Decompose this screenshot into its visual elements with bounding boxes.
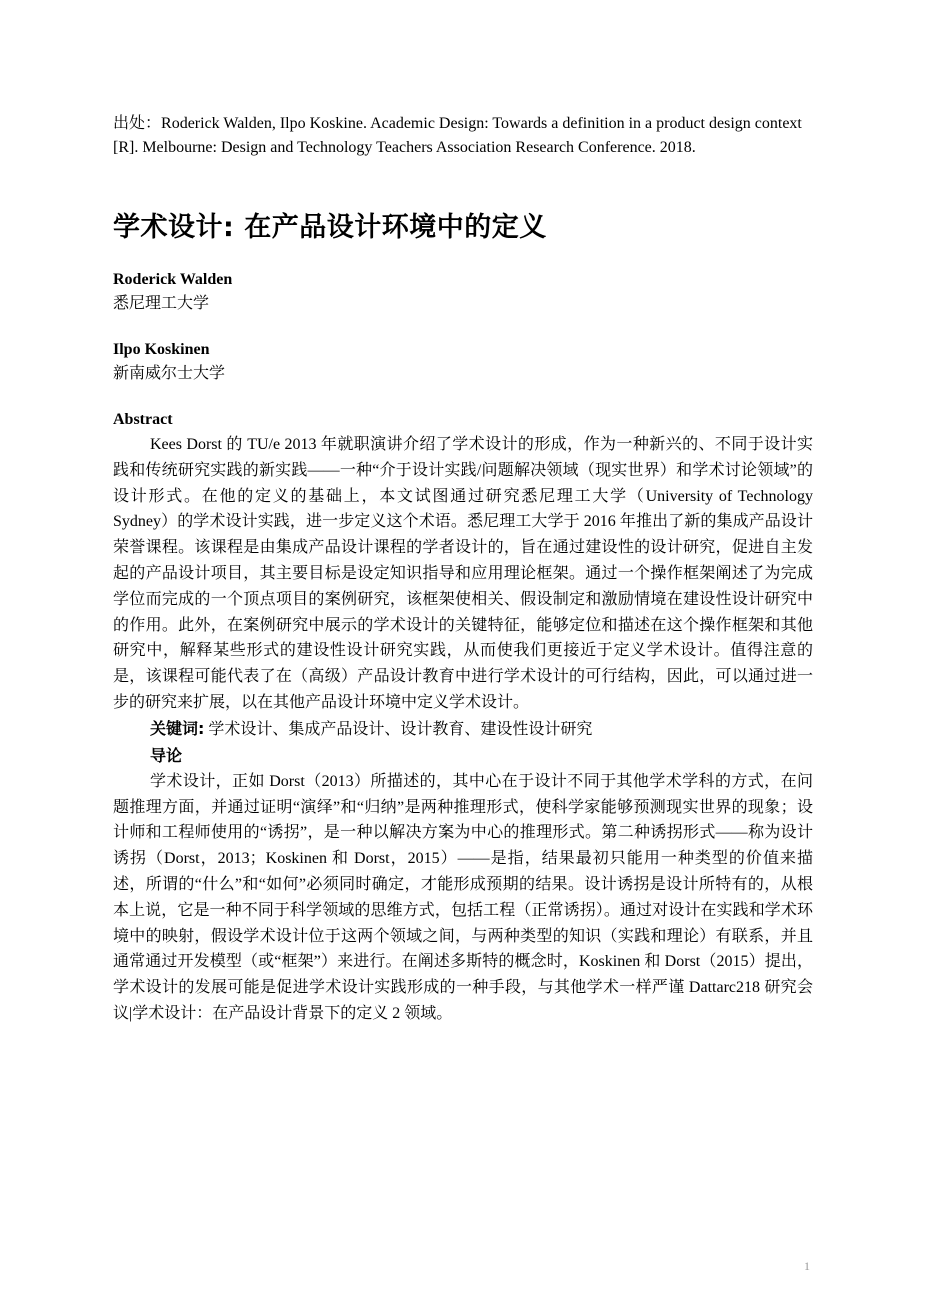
author-name: Ilpo Koskinen [113,341,210,358]
keywords-line [113,716,813,743]
paper-title: 学术设计: 在产品设计环境中的定义 [113,212,547,243]
page-number: 1 [804,1259,810,1273]
abstract-heading: Abstract [113,411,173,428]
author-name: Roderick Walden [113,271,233,288]
author-block [113,268,813,316]
author-affiliation: 悉尼理工大学 [113,295,210,312]
keywords-label: 关键词: [150,718,205,738]
author-block [113,338,813,386]
source-text: Roderick Walden, Ilpo Koskine. Academic Design: Towards a definition in a product design context [R]. Melbourne: Design and Technology Teachers Association Research Conference. 2018. [113,115,802,156]
source-label: 出处： [113,115,162,132]
paper-page [113,112,813,1027]
author-affiliation: 新南威尔士大学 [113,365,226,382]
abstract-text: Kees Dorst 的 TU/e 2013 年就职演讲介绍了学术设计的形成，作为一种新兴的、不同于设计实践和传统研究实践的新实践——一种“介于设计实践/问题解决领域（现实世界）和学术讨论领域”的设计形式。在他的定义的基础上，本文试图通过研究悉尼理工大学（University of Technology Sydney）的学术设计实践，进一步定义这个术语。悉尼理工大学于 2016 年推出了新的集成产品设计荣誉课程。该课程是由集成产品设计课程的学者设计的，旨在通过建设性的设计研究，促进自主发起的产品设计项目，其主要目标是设定知识指导和应用理论框架。通过一个操作框架阐述了为完成学位而完成的一个顶点项目的案例研究，该框架使相关、假设制定和激励情境在建设性设计研究中的作用。此外，在案例研究中展示的学术设计的关键特征，能够定位和描述在这个操作框架和其他研究中，解释某些形式的建设性设计研究实践，从而使我们更接近于定义学术设计。值得注意的是，该课程可能代表了在（高级）产品设计教育中进行学术设计的可行结构，因此，可以通过进一步的研究来扩展，以在其他产品设计环境中定义学术设计。 [113,436,813,711]
introduction-text: 学术设计，正如 Dorst（2013）所描述的，其中心在于设计不同于其他学术学科的方式，在问题推理方面，并通过证明“演绎”和“归纳”是两种推理形式，使科学家能够预测现实世界的现象；设计师和工程师使用的“诱拐”，是一种以解决方案为中心的推理形式。第二种诱拐形式——称为设计诱拐（Dorst，2013；Koskinen 和 Dorst，2015）——是指，结果最初只能用一种类型的价值来描述，所谓的“什么”和“如何”必须同时确定，才能形成预期的结果。设计诱拐是设计所特有的，从根本上说，它是一种不同于科学领域的思维方式，包括工程（正常诱拐）。通过对设计在实践和学术环境中的映射，假设学术设计位于这两个领域之间，与两种类型的知识（实践和理论）有联系，并且通常通过开发模型（或“框架”）来进行。在阐述多斯特的概念时，Koskinen 和 Dorst（2015）提出，学术设计的发展可能是促进学术设计实践形成的一种手段，与其他学术一样严谨 Dattarc218 研究会议|学术设计：在产品设计背景下的定义 2 领域。 [113,772,813,1022]
introduction-heading: 导论 [150,745,183,765]
source-citation [113,112,813,160]
keywords-text: 学术设计、集成产品设计、设计教育、建设性设计研究 [204,720,593,738]
